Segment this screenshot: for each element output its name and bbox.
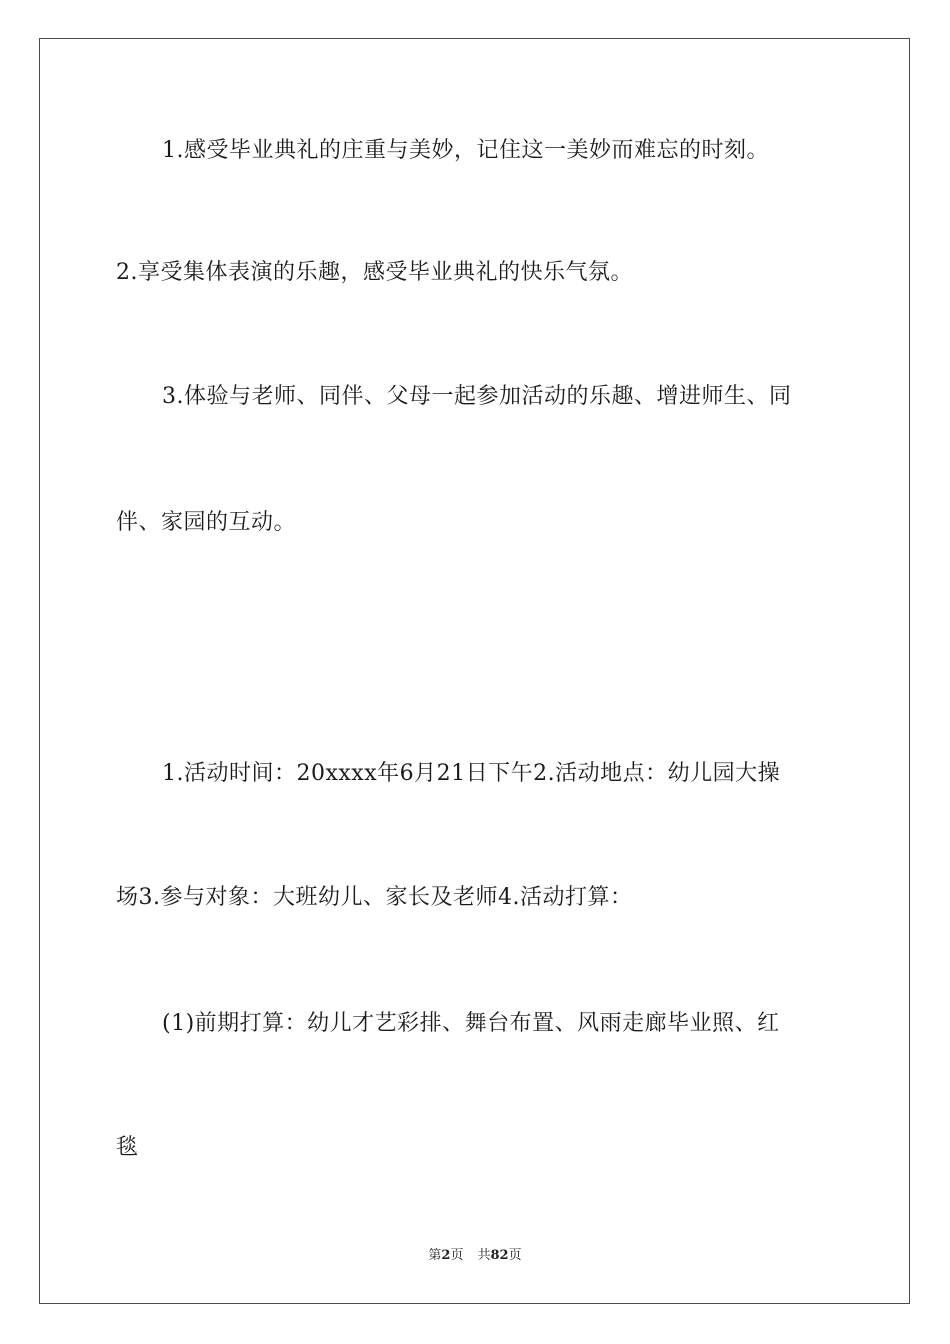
paragraph-line-3: 3.体验与老师、同伴、父母一起参加活动的乐趣、增进师生、同 [162, 384, 792, 409]
page-number: 2 [441, 1248, 451, 1263]
paragraph-line-2: 2.享受集体表演的乐趣，感受毕业典礼的快乐气氛。 [116, 260, 633, 285]
paragraph-line-7: (1)前期打算：幼儿才艺彩排、舞台布置、风雨走廊毕业照、红 [162, 1011, 780, 1036]
total-prefix: 共 [477, 1248, 491, 1263]
paragraph-line-4: 伴、家园的互动。 [116, 510, 297, 535]
total-pages: 82 [490, 1248, 509, 1263]
page-prefix: 第 [428, 1248, 442, 1263]
total-suffix: 页 [508, 1248, 522, 1263]
paragraph-line-1: 1.感受毕业典礼的庄重与美妙，记住这一美妙而难忘的时刻。 [162, 138, 769, 163]
paragraph-line-5: 1.活动时间：20xxxx年6月21日下午2.活动地点：幼儿园大操 [162, 761, 781, 786]
page-suffix: 页 [450, 1248, 464, 1263]
page-border [39, 38, 910, 1304]
paragraph-line-8: 毯 [116, 1135, 139, 1160]
page-footer [0, 1247, 950, 1265]
paragraph-line-6: 场3.参与对象：大班幼儿、家长及老师4.活动打算： [116, 885, 633, 910]
